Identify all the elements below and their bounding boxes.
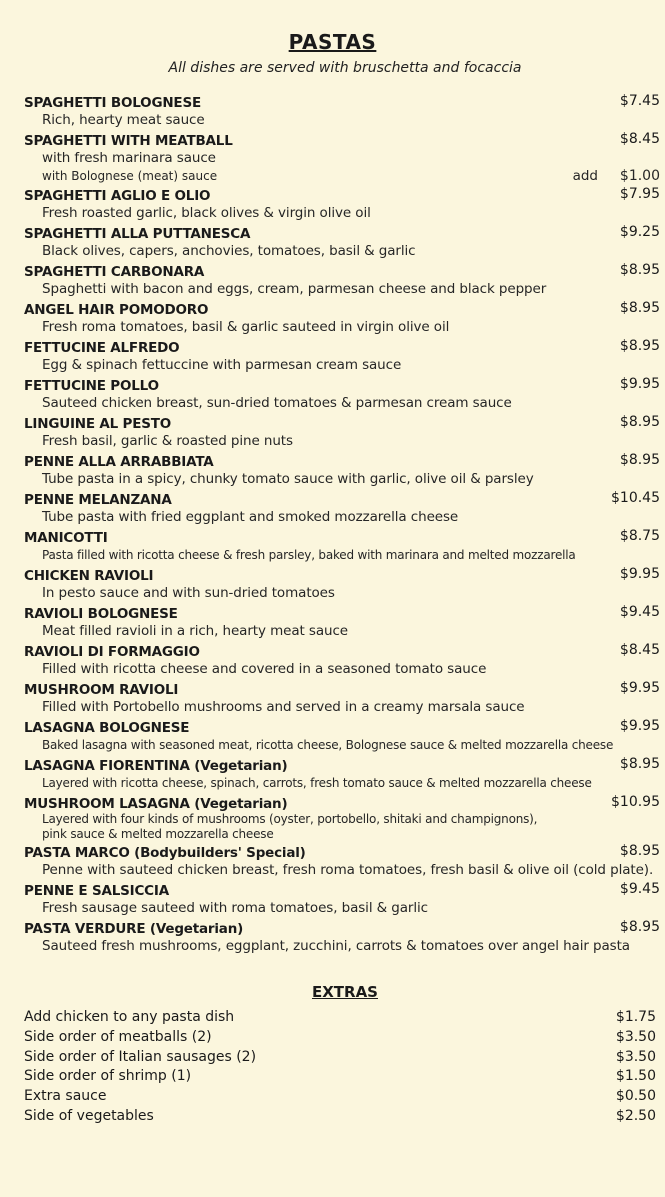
dish-name: MUSHROOM LASAGNA (Vegetarian) (24, 796, 288, 812)
dish-name: MANICOTTI (24, 530, 108, 546)
menu-item (24, 130, 660, 185)
extras-title: EXTRAS (311, 983, 378, 1001)
menu-item (24, 92, 660, 130)
menu-item-header (24, 261, 660, 280)
extra-label: Extra sauce (24, 1088, 107, 1105)
dish-description: Penne with sauteed chicken breast, fresh roma tomatoes, fresh basil & olive oil (cold plate). (42, 862, 654, 878)
dish-price: $9.25 (619, 224, 660, 240)
dish-name: RAVIOLI BOLOGNESE (24, 606, 178, 622)
dish-name: PENNE MELANZANA (24, 492, 172, 508)
menu-item (24, 793, 660, 842)
dish-description: Fresh basil, garlic & roasted pine nuts (42, 433, 293, 449)
dish-name: SPAGHETTI CARBONARA (24, 264, 205, 280)
dish-name: RAVIOLI DI FORMAGGIO (24, 644, 200, 660)
dish-price: $7.95 (619, 186, 660, 202)
dish-name: PENNE E SALSICCIA (24, 883, 169, 899)
dish-name: ANGEL HAIR POMODORO (24, 302, 209, 318)
dish-price: $8.45 (619, 131, 660, 147)
menu-item-header (24, 413, 660, 432)
page-subtitle: All dishes are served with bruschetta and focaccia (168, 60, 522, 76)
dish-name: MUSHROOM RAVIOLI (24, 682, 179, 698)
extra-label: Side order of Italian sausages (2) (24, 1048, 257, 1065)
add-on-text: with Bolognese (meat) sauce (42, 169, 218, 183)
dish-description: Filled with ricotta cheese and covered in a seasoned tomato sauce (42, 661, 487, 677)
menu-item-header (24, 842, 660, 861)
dish-description: Meat filled ravioli in a rich, hearty meat sauce (42, 623, 348, 639)
dish-price: $9.95 (619, 680, 660, 696)
dish-description: Black olives, capers, anchovies, tomatoes, basil & garlic (42, 243, 416, 259)
dish-price: $8.75 (619, 528, 660, 544)
extra-label: Add chicken to any pasta dish (24, 1009, 235, 1025)
dish-price: $9.95 (619, 566, 660, 582)
dish-price: $8.45 (619, 642, 660, 658)
dish-name: PASTA MARCO (Bodybuilders' Special) (24, 845, 306, 861)
menu-item-header (24, 565, 660, 584)
menu-item-header (24, 223, 660, 242)
dish-description: Fresh roma tomatoes, basil & garlic sauteed in virgin olive oil (42, 319, 450, 335)
dish-description: Layered with four kinds of mushrooms (oyster, portobello, shitaki and champignons), (42, 812, 538, 826)
menu-item (24, 565, 660, 603)
extra-price: $1.75 (615, 1009, 656, 1025)
dish-price: $9.45 (619, 604, 660, 620)
add-on-price: $1.00 (619, 168, 660, 184)
dish-description: Sauteed chicken breast, sun-dried tomatoes & parmesan cream sauce (42, 395, 512, 411)
menu-item-header (24, 375, 660, 394)
menu-item-header (24, 451, 660, 470)
dish-description: Fresh sausage sauteed with roma tomatoes, basil & garlic (42, 900, 428, 916)
dish-description: Egg & spinach fettuccine with parmesan cream sauce (42, 357, 402, 373)
menu-item-header (24, 641, 660, 660)
dish-price: $8.95 (619, 843, 660, 859)
dish-name: LINGUINE AL PESTO (24, 416, 172, 432)
dish-name: LASAGNA FIORENTINA (Vegetarian) (24, 758, 288, 774)
menu-item (24, 717, 660, 755)
dish-description: Sauteed fresh mushrooms, eggplant, zucchini, carrots & tomatoes over angel hair pasta (42, 938, 630, 954)
extras-list (24, 1008, 656, 1127)
menu-item-header (24, 489, 660, 508)
extra-item (24, 1048, 656, 1068)
menu-item (24, 755, 660, 793)
menu-item (24, 413, 660, 451)
menu-item (24, 223, 660, 261)
menu-item (24, 337, 660, 375)
dish-name: PENNE ALLA ARRABBIATA (24, 454, 214, 470)
menu-item-header (24, 92, 660, 111)
extra-item (24, 1067, 656, 1087)
dish-name: FETTUCINE ALFREDO (24, 340, 180, 356)
menu-item-header (24, 755, 660, 774)
extra-item (24, 1028, 656, 1048)
dish-name: LASAGNA BOLOGNESE (24, 720, 190, 736)
dish-price: $8.95 (619, 452, 660, 468)
dish-name: PASTA VERDURE (Vegetarian) (24, 921, 244, 937)
menu-item (24, 527, 660, 565)
extra-price: $2.50 (615, 1107, 656, 1124)
extra-price: $3.50 (615, 1048, 656, 1065)
dish-description: Fresh roasted garlic, black olives & virgin olive oil (42, 205, 371, 221)
menu-item (24, 261, 660, 299)
extra-label: Side of vegetables (24, 1107, 154, 1124)
dish-price: $8.95 (619, 414, 660, 430)
dish-name: SPAGHETTI ALLA PUTTANESCA (24, 226, 251, 242)
extra-item (24, 1087, 656, 1107)
menu-item-header (24, 880, 660, 899)
menu-item-header (24, 130, 660, 149)
dish-description: pink sauce & melted mozzarella cheese (42, 827, 274, 841)
dish-description: Tube pasta in a spicy, chunky tomato sauce with garlic, olive oil & parsley (42, 471, 534, 487)
extra-label: Side order of shrimp (1) (24, 1068, 192, 1085)
extra-price: $3.50 (615, 1028, 656, 1045)
extra-price: $1.50 (615, 1068, 656, 1085)
dish-price: $8.95 (619, 338, 660, 354)
menu-item (24, 375, 660, 413)
extra-label: Side order of meatballs (2) (24, 1028, 212, 1045)
dish-price: $8.95 (619, 756, 660, 772)
page-title: PASTAS (288, 30, 377, 54)
dish-description: Filled with Portobello mushrooms and served in a creamy marsala sauce (42, 699, 525, 715)
menu-item-header (24, 918, 660, 937)
menu-item-header (24, 603, 660, 622)
dish-price: $7.45 (619, 93, 660, 109)
dish-price: $10.45 (611, 490, 660, 506)
dish-price: $9.95 (619, 376, 660, 392)
menu-item-header (24, 793, 660, 812)
dish-price: $8.95 (619, 300, 660, 316)
dish-description: Spaghetti with bacon and eggs, cream, parmesan cheese and black pepper (42, 281, 547, 297)
dish-description: In pesto sauce and with sun-dried tomatoes (42, 585, 335, 601)
menu-item-header (24, 299, 660, 318)
extra-item (24, 1008, 656, 1028)
add-on-line (24, 168, 660, 185)
pasta-list (24, 92, 660, 956)
menu-item (24, 641, 660, 679)
dish-description: Tube pasta with fried eggplant and smoked mozzarella cheese (42, 509, 459, 525)
menu-item-header (24, 185, 660, 204)
dish-name: CHICKEN RAVIOLI (24, 568, 154, 584)
menu-item-header (24, 679, 660, 698)
dish-price: $10.95 (611, 794, 660, 810)
dish-description: Baked lasagna with seasoned meat, ricotta cheese, Bolognese sauce & melted mozzarella cheese (42, 738, 614, 752)
menu-item (24, 185, 660, 223)
dish-description: with fresh marinara sauce (42, 150, 216, 166)
dish-price: $8.95 (619, 262, 660, 278)
menu-item-header (24, 717, 660, 736)
dish-price: $9.95 (619, 718, 660, 734)
menu-item-header (24, 527, 660, 546)
menu-item (24, 603, 660, 641)
menu-item (24, 842, 660, 880)
dish-description: Pasta filled with ricotta cheese & fresh parsley, baked with marinara and melted mozzarella (42, 548, 576, 562)
dish-name: SPAGHETTI BOLOGNESE (24, 95, 201, 111)
menu-item (24, 880, 660, 918)
menu-item (24, 451, 660, 489)
dish-name: SPAGHETTI WITH MEATBALL (24, 133, 233, 149)
menu-item (24, 299, 660, 337)
menu-item (24, 679, 660, 717)
extra-price: $0.50 (615, 1088, 656, 1105)
dish-price: $8.95 (619, 919, 660, 935)
dish-name: FETTUCINE POLLO (24, 378, 159, 394)
dish-description: Rich, hearty meat sauce (42, 112, 205, 128)
dish-description: Layered with ricotta cheese, spinach, carrots, fresh tomato sauce & melted mozzarella cheese (42, 776, 592, 790)
dish-name: SPAGHETTI AGLIO E OLIO (24, 188, 211, 204)
menu-item-header (24, 337, 660, 356)
dish-price: $9.45 (619, 881, 660, 897)
add-on-label: add (572, 168, 598, 184)
menu-item (24, 918, 660, 956)
extra-item (24, 1107, 656, 1127)
menu-item (24, 489, 660, 527)
